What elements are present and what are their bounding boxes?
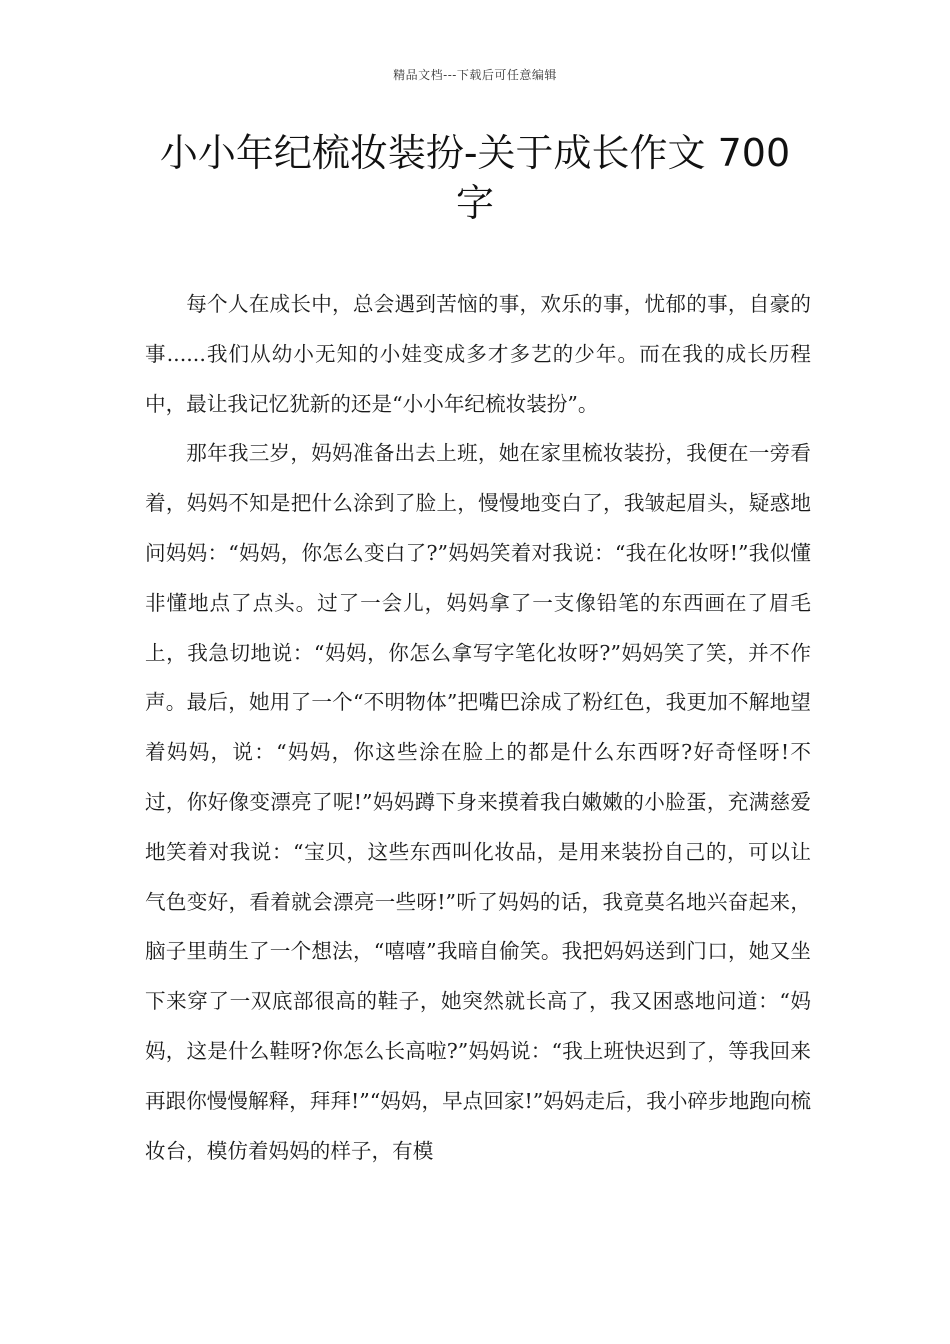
document-body (145, 280, 811, 1176)
paragraph-1: 每个人在成长中，总会遇到苦恼的事，欢乐的事，忧郁的事，自豪的事......我们从幼小无知的小娃变成多才多艺的少年。而在我的成长历程中，最让我记忆犹新的还是“小小年纪梳妆装扮”。 (145, 292, 811, 416)
paragraph-2: 那年我三岁，妈妈准备出去上班，她在家里梳妆装扮，我便在一旁看着，妈妈不知是把什么涂到了脸上，慢慢地变白了，我皱起眉头，疑惑地问妈妈：“妈妈，你怎么变白了?”妈妈笑着对我说：“我在化妆呀!”我似懂非懂地点了点头。过了一会儿，妈妈拿了一支像铅笔的东西画在了眉毛上，我急切地说：“妈妈，你怎么拿写字笔化妆呀?”妈妈笑了笑，并不作声。最后，她用了一个“不明物体”把嘴巴涂成了粉红色，我更加不解地望着妈妈，说：“妈妈，你这些涂在脸上的都是什么东西呀?好奇怪呀!不过，你好像变漂亮了呢!”妈妈蹲下身来摸着我白嫩嫩的小脸蛋，充满慈爱地笑着对我说：“宝贝，这些东西叫化妆品，是用来装扮自己的，可以让气色变好，看着就会漂亮一些呀!”听了妈妈的话，我竟莫名地兴奋起来，脑子里萌生了一个想法，“嘻嘻”我暗自偷笑。我把妈妈送到门口，她又坐下来穿了一双底部很高的鞋子，她突然就长高了，我又困惑地问道：“妈妈，这是什么鞋呀?你怎么长高啦?”妈妈说：“我上班快迟到了，等我回来再跟你慢慢解释，拜拜!”“妈妈，早点回家!”妈妈走后，我小碎步地跑向梳妆台，模仿着妈妈的样子，有模 (145, 441, 811, 1163)
document-title: 小小年纪梳妆装扮-关于成长作文 700 字 (159, 131, 791, 225)
header-note: 精品文档---下载后可任意编辑 (393, 68, 557, 82)
